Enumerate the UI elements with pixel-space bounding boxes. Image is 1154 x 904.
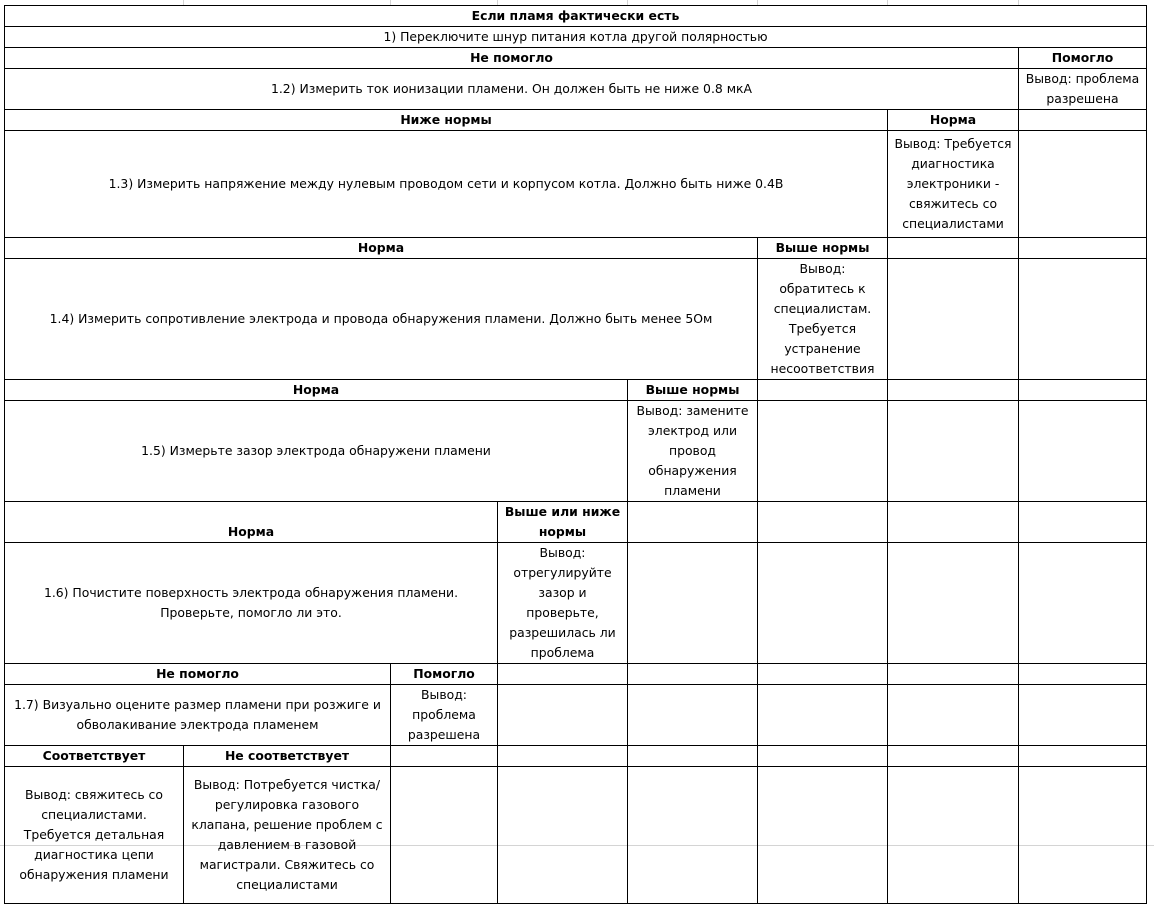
above-norm-2-conclusion: Вывод: обратитесь к специалистам. Требуется устранение несоответствия [758,259,888,380]
helped-conclusion: Вывод: проблема разрешена [1019,69,1147,110]
empty-cell [391,767,498,904]
norm-header-2: Норма [5,238,758,259]
troubleshooting-table [4,5,1147,904]
empty-cell [1019,238,1147,259]
helped-header-5: Помогло [391,664,498,685]
step-1-cell: 1) Переключите шнур питания котла другой полярностью [5,27,1147,48]
empty-cell [888,502,1019,543]
below-norm-header: Ниже нормы [5,110,888,131]
empty-cell [628,767,758,904]
empty-cell [1019,746,1147,767]
empty-cell [628,746,758,767]
empty-cell [888,238,1019,259]
empty-cell [1019,664,1147,685]
empty-cell [888,767,1019,904]
above-norm-header-2: Выше нормы [758,238,888,259]
above-below-header-4: Выше или ниже нормы [498,502,628,543]
above-norm-header-3: Выше нормы [628,380,758,401]
empty-cell [888,259,1019,380]
empty-cell [1019,131,1147,238]
empty-cell [1019,380,1147,401]
helped-5-conclusion: Вывод: проблема разрешена [391,685,498,746]
empty-cell [391,746,498,767]
empty-cell [628,664,758,685]
empty-cell [628,502,758,543]
empty-cell [498,746,628,767]
empty-cell [758,767,888,904]
step-1-4-cell: 1.4) Измерить сопротивление электрода и провода обнаружения пламени. Должно быть менее 5Ом [5,259,758,380]
empty-cell [888,746,1019,767]
table-title: Если пламя фактически есть [5,6,1147,27]
empty-cell [1019,110,1147,131]
empty-cell [758,746,888,767]
empty-cell [628,543,758,664]
matches-conclusion: Вывод: свяжитесь со специалистами. Требуется детальная диагностика цепи обнаружения пламени [5,767,184,904]
empty-cell [1019,502,1147,543]
empty-cell [1019,685,1147,746]
norm-header-1: Норма [888,110,1019,131]
step-1-6-cell: 1.6) Почистите поверхность электрода обнаружения пламени. Проверьте, помогло ли это. [5,543,498,664]
helped-header: Помогло [1019,48,1147,69]
empty-cell [758,543,888,664]
norm-header-3: Норма [5,380,628,401]
empty-cell [498,685,628,746]
matches-header: Соответствует [5,746,184,767]
not-helped-header: Не помогло [5,48,1019,69]
empty-cell [888,401,1019,502]
empty-cell [758,664,888,685]
empty-cell [1019,543,1147,664]
not-matches-header: Не соответствует [184,746,391,767]
step-1-7-cell: 1.7) Визуально оцените размер пламени при розжиге и обволакивание электрода пламенем [5,685,391,746]
norm-header-4: Норма [5,502,498,543]
not-matches-conclusion: Вывод: Потребуется чистка/регулировка газового клапана, решение проблем с давлением в газовой магистрали. Свяжитесь со специалистами [184,767,391,904]
empty-cell [498,664,628,685]
empty-cell [758,380,888,401]
step-1-5-cell: 1.5) Измерьте зазор электрода обнаружени пламени [5,401,628,502]
empty-cell [888,685,1019,746]
empty-cell [498,767,628,904]
empty-cell [758,401,888,502]
empty-cell [758,685,888,746]
empty-cell [1019,259,1147,380]
above-norm-3-conclusion: Вывод: замените электрод или провод обнаружения пламени [628,401,758,502]
step-1-2-cell: 1.2) Измерить ток ионизации пламени. Он должен быть не ниже 0.8 мкА [5,69,1019,110]
norm-1-conclusion: Вывод: Требуется диагностика электроники - свяжитесь со специалистами [888,131,1019,238]
not-helped-header-5: Не помогло [5,664,391,685]
step-1-3-cell: 1.3) Измерить напряжение между нулевым проводом сети и корпусом котла. Должно быть ниже 0.4В [5,131,888,238]
empty-cell [888,380,1019,401]
empty-cell [888,543,1019,664]
empty-cell [888,664,1019,685]
empty-cell [758,502,888,543]
empty-cell [1019,767,1147,904]
empty-cell [1019,401,1147,502]
above-below-4-conclusion: Вывод: отрегулируйте зазор и проверьте, разрешилась ли проблема [498,543,628,664]
empty-cell [628,685,758,746]
